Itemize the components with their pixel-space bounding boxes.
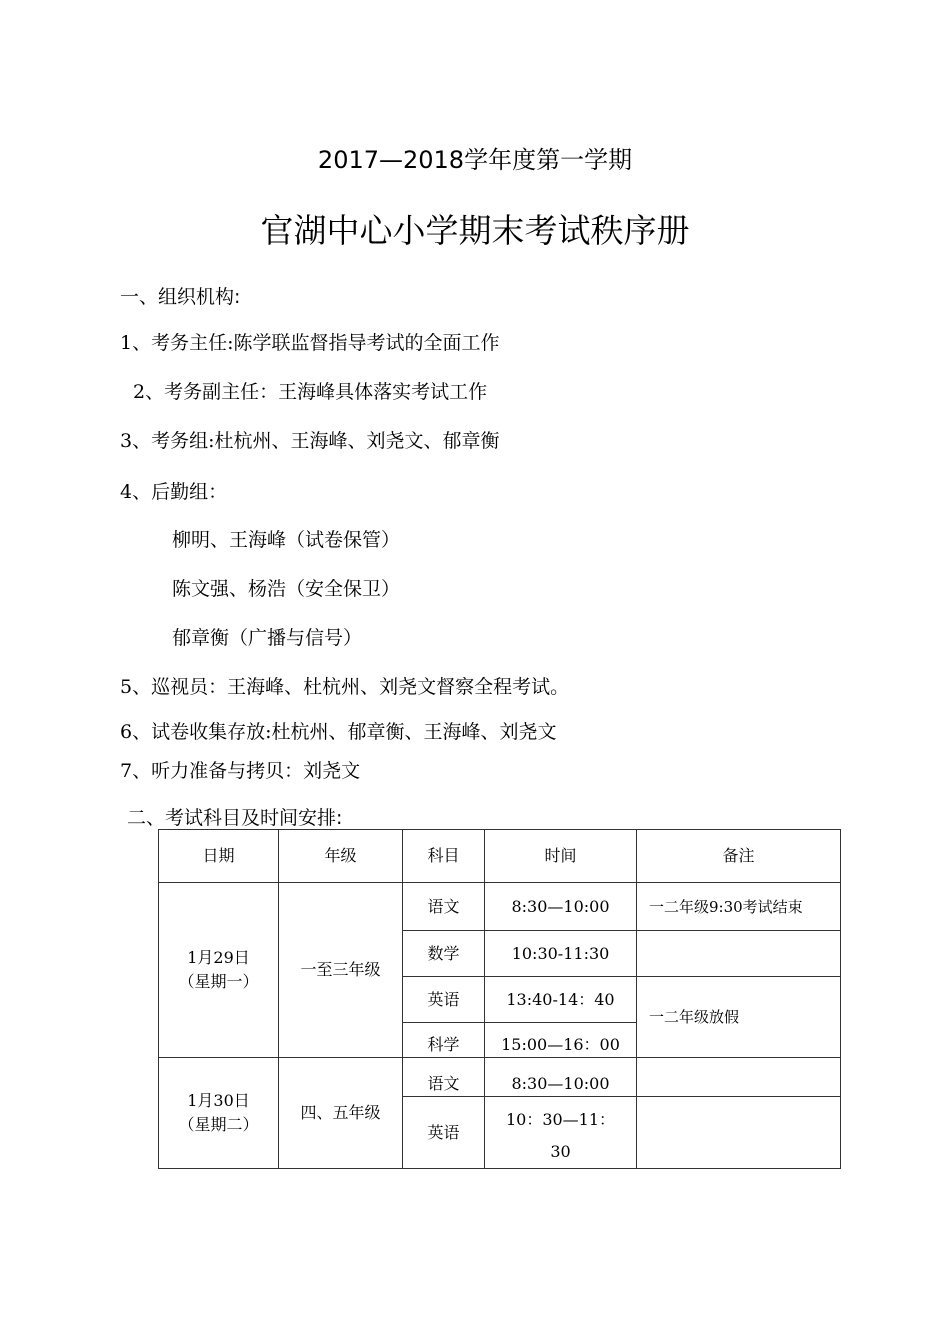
subject-cell: 科学 — [403, 1023, 485, 1058]
note-cell — [637, 1097, 841, 1169]
time-cell — [485, 1097, 637, 1169]
table-row — [159, 1058, 841, 1097]
item-names: :杜杭州、郁章衡、王海峰、刘尧文 — [265, 721, 557, 743]
note-cell: 一二年级放假 — [637, 977, 841, 1058]
weekday-text: （星期一） — [178, 972, 259, 991]
item-deputy-director — [133, 379, 487, 406]
subject-cell: 英语 — [403, 977, 485, 1023]
logistics-names: 陈文强、杨浩 — [172, 578, 287, 600]
subject-cell: 语文 — [403, 883, 485, 931]
section1-heading: 一、组织机构: — [120, 286, 241, 308]
logistics-names: 郁章衡 — [172, 627, 230, 649]
time-cell: 8:30—10:00 — [485, 1058, 637, 1097]
header-time: 时间 — [485, 830, 637, 883]
item-label: 试卷收集存放 — [151, 721, 266, 743]
section2-heading: 二、考试科目及时间安排: — [127, 807, 343, 829]
note-cell — [637, 1058, 841, 1097]
date-cell — [159, 883, 279, 1058]
header-note: 备注 — [637, 830, 841, 883]
item-label: 2、考务副主任：王海峰 — [133, 381, 336, 403]
date-text: 1月30日 — [187, 1091, 250, 1110]
item-listening-prep: 7、听力准备与拷贝：刘尧文 — [120, 760, 361, 782]
item-detail: 督察全程考试。 — [436, 676, 570, 698]
date-text: 1月29日 — [187, 948, 250, 967]
logistics-role: （广播与信号） — [229, 627, 363, 649]
table-header-row — [159, 830, 841, 883]
subject-cell: 英语 — [403, 1097, 485, 1169]
time-cell: 13:40-14：40 — [485, 977, 637, 1023]
subject-cell: 语文 — [403, 1058, 485, 1097]
time-cell: 15:00—16：00 — [485, 1023, 637, 1058]
date-cell — [159, 1058, 279, 1169]
item-inspectors — [120, 674, 569, 701]
logistics-role: （试卷保管） — [286, 529, 401, 551]
item-paper-collection — [120, 719, 557, 746]
item-label: 1、考务主任:陈学联 — [120, 332, 291, 354]
header-subject: 科目 — [403, 830, 485, 883]
exam-schedule-table — [158, 829, 841, 1169]
time-cell: 10:30-11:30 — [485, 931, 637, 977]
item-detail: 监督指导考试的全面工作 — [290, 332, 500, 354]
logistics-names: 柳明、王海峰 — [172, 529, 287, 551]
note-cell: 一二年级9:30考试结束 — [637, 883, 841, 931]
item-exam-group: 3、考务组:杜杭州、王海峰、刘尧文、郁章衡 — [120, 430, 500, 452]
item-exam-director — [120, 330, 500, 357]
table-row — [159, 883, 841, 931]
item-detail: 具体落实考试工作 — [335, 381, 488, 403]
header-grade: 年级 — [279, 830, 403, 883]
term-title: 2017—2018学年度第一学期 — [317, 146, 633, 174]
item-prefix: 6、 — [120, 721, 152, 743]
logistics-paper-custody — [172, 527, 400, 554]
subject-cell: 数学 — [403, 931, 485, 977]
weekday-text: （星期二） — [178, 1115, 259, 1134]
document-title: 官湖中心小学期末考试秩序册 — [260, 211, 690, 250]
header-date: 日期 — [159, 830, 279, 883]
logistics-role: （安全保卫） — [286, 578, 401, 600]
time-cell: 8:30—10:00 — [485, 883, 637, 931]
logistics-broadcast — [172, 625, 362, 652]
time-line-2: 30 — [550, 1141, 571, 1161]
item-logistics: 4、后勤组： — [120, 481, 228, 503]
item-label: 5、巡视员：王海峰、杜杭州、刘尧文 — [120, 676, 437, 698]
grade-cell: 一至三年级 — [279, 883, 403, 1058]
note-cell — [637, 931, 841, 977]
grade-cell: 四、五年级 — [279, 1058, 403, 1169]
time-line-1: 10：30—11： — [505, 1109, 616, 1129]
logistics-security — [172, 576, 400, 603]
